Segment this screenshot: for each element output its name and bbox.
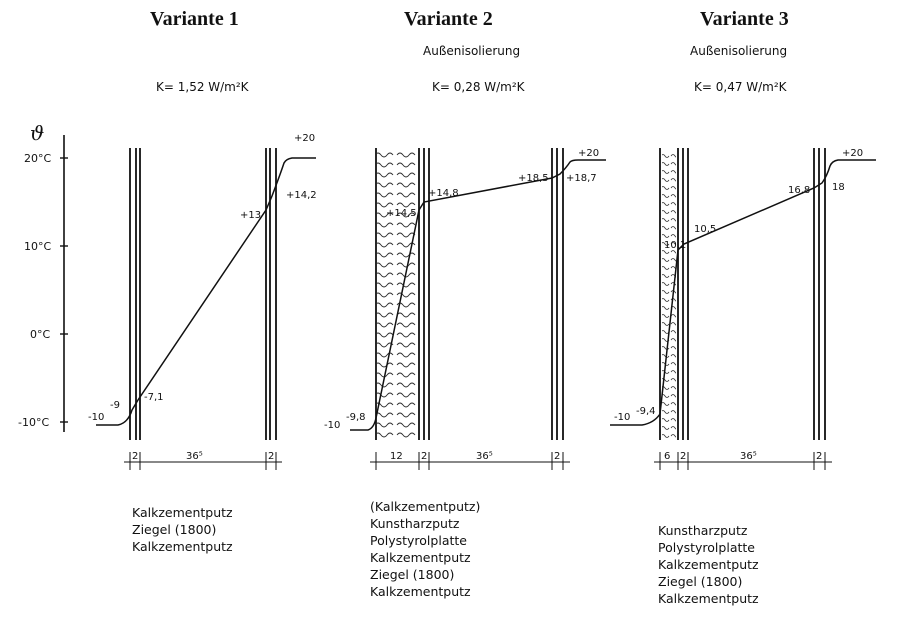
variant-3-layer-list — [658, 522, 759, 607]
variant-2-temp-surface-inner: +18,7 — [566, 173, 597, 184]
variant-3-subtitle: Außenisolierung — [690, 44, 788, 58]
axis-tick-20: 20°C — [24, 152, 52, 165]
variant-2-temp-surface-outer: -9,8 — [346, 412, 366, 423]
axis-tick-10: 10°C — [24, 240, 52, 253]
axis-symbol: ϑ — [30, 121, 45, 145]
layer-item: Ziegel (1800) — [658, 574, 743, 589]
variant-1-temp-mid: +13 — [240, 210, 262, 221]
variant-1-title: Variante 1 — [150, 8, 239, 30]
variant-3-dim-plaster-outer: 2 — [680, 451, 687, 462]
variant-3-dim-insulation: 6 — [664, 451, 671, 462]
layer-item: Kalkzementputz — [370, 550, 471, 565]
variant-1-dimension-line — [124, 452, 282, 470]
variant-2-temp-outside: -10 — [324, 420, 341, 431]
variant-1-dim-plaster-outer: 2 — [132, 451, 139, 462]
variant-2-temp-inside: +20 — [578, 148, 600, 159]
variant-3-temp-insulation-inner: 10,1 — [664, 240, 687, 251]
layer-item: Ziegel (1800) — [370, 567, 455, 582]
variant-2-k-value: K= 0,28 W/m²K — [432, 80, 525, 94]
variant-2-subtitle: Außenisolierung — [423, 44, 521, 58]
variant-3-insulation — [662, 150, 676, 440]
temperature-axis — [18, 121, 68, 432]
layer-item: Kalkzementputz — [658, 591, 759, 606]
variant-3-k-value: K= 0,47 W/m²K — [694, 80, 787, 94]
variant-1-temp-surface-inner: +14,2 — [286, 190, 317, 201]
variant-2-dim-insulation: 12 — [390, 451, 403, 462]
layer-item: Kalkzementputz — [132, 505, 233, 520]
variant-2-insulation — [377, 150, 418, 440]
variant-3-dim-brick: 36⁵ — [740, 451, 757, 462]
variant-1-temp-outside: -10 — [88, 412, 105, 423]
layer-item: Kalkzementputz — [658, 557, 759, 572]
variant-2-dim-brick: 36⁵ — [476, 451, 493, 462]
variant-3-temp-inside: +20 — [842, 148, 864, 159]
layer-item: Kunstharzputz — [658, 523, 748, 538]
layer-item: Polystyrolplatte — [658, 540, 755, 555]
variant-3-title: Variante 3 — [700, 8, 789, 30]
variant-1-temperature-curve — [96, 158, 316, 425]
variant-1-dim-plaster-inner: 2 — [268, 451, 275, 462]
variant-2-layer-list — [370, 498, 480, 600]
variant-3-temp-brick-inner: 16,8 — [788, 185, 811, 196]
axis-tick-minus-10: -10°C — [18, 416, 50, 429]
layer-item: Kalkzementputz — [370, 584, 471, 599]
layer-item: (Kalkzementputz) — [370, 499, 481, 514]
variant-1-layer-list — [132, 504, 233, 555]
variant-3-dim-plaster-inner: 2 — [816, 451, 823, 462]
variant-1-temp-interface-outer: -9 — [110, 400, 120, 411]
variant-3-temp-outside: -10 — [614, 412, 631, 423]
variant-3-temp-brick-outer: 10,5 — [694, 224, 717, 235]
variant-3-temp-surface-outer: -9,4 — [636, 406, 656, 417]
variant-3-temperature-curve — [610, 160, 876, 425]
variant-1-k-value: K= 1,52 W/m²K — [156, 80, 249, 94]
variant-2-temp-brick-outer: +14,8 — [428, 188, 459, 199]
layer-item: Kalkzementputz — [132, 539, 233, 554]
variant-1-temp-interface-inner: -7,1 — [144, 392, 164, 403]
variant-2-title: Variante 2 — [404, 8, 493, 30]
variant-1-dim-brick: 36⁵ — [186, 451, 203, 462]
variant-2-temp-brick-inner: +18,5 — [518, 173, 549, 184]
variant-3-temp-surface-inner: 18 — [832, 182, 845, 193]
axis-tick-0: 0°C — [30, 328, 51, 341]
variant-2-dim-plaster-outer: 2 — [421, 451, 428, 462]
layer-item: Ziegel (1800) — [132, 522, 217, 537]
layer-item: Polystyrolplatte — [370, 533, 467, 548]
variant-2-dim-plaster-inner: 2 — [554, 451, 561, 462]
variant-1-temp-inside: +20 — [294, 133, 316, 144]
variant-2-temp-insulation-inner: +14,5 — [386, 208, 417, 219]
layer-item: Kunstharzputz — [370, 516, 460, 531]
